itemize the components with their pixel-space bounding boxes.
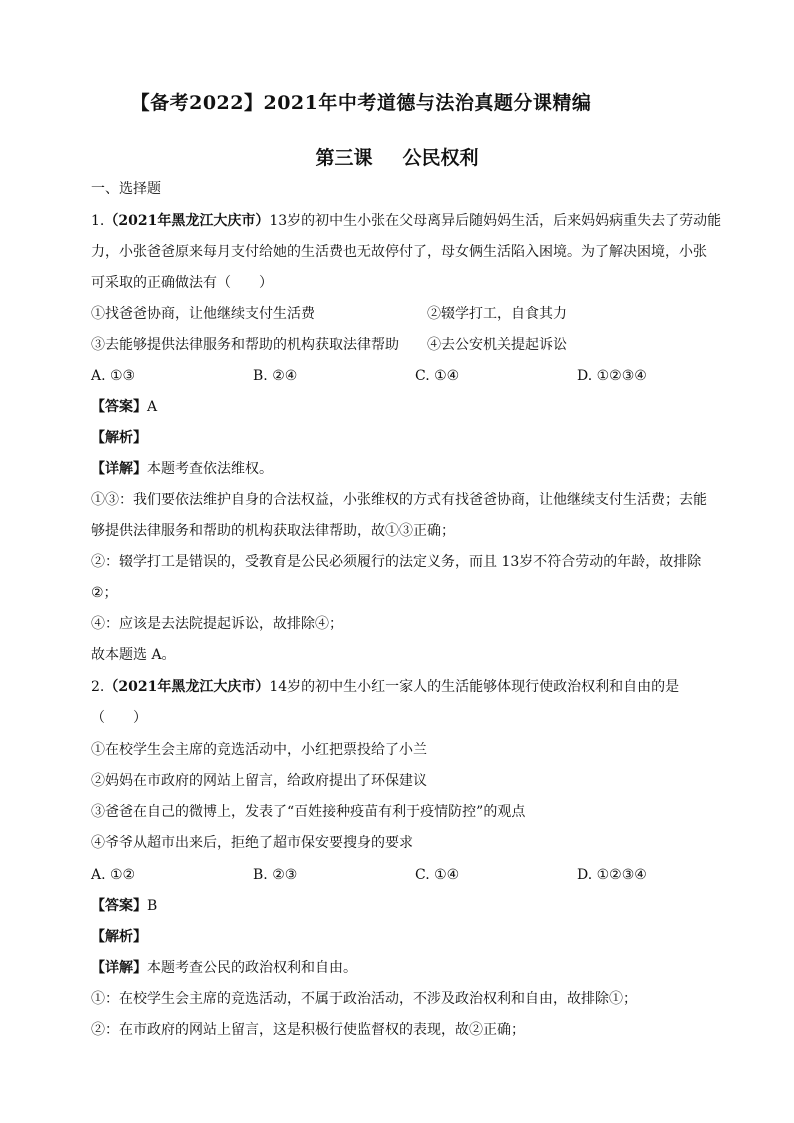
q2-statement-3: ③爸爸在自己的微博上，发表了“百姓接种疫苗有利于疫情防控”的观点 bbox=[91, 804, 526, 820]
document-title: 【备考2022】2021年中考道德与法治真题分课精编 bbox=[130, 92, 592, 114]
q1-stem-line2: 力，小张爸爸原来每月支付给她的生活费也无故停付了，母女俩生活陷入困境。为了解决困境，小张 bbox=[91, 244, 707, 260]
lesson-number: 第三课 bbox=[315, 147, 373, 169]
q2-options bbox=[91, 865, 714, 885]
q1-answer: 【答案】A bbox=[91, 399, 158, 415]
q2-stem-line2: （ ） bbox=[91, 710, 147, 726]
q2-answer: 【答案】B bbox=[91, 898, 158, 914]
q2-explain-1: ①：在校学生会主席的竞选活动，不属于政治活动，不涉及政治权利和自由，故排除①； bbox=[91, 991, 637, 1007]
q1-explain-1: ①③：我们要依法维护自身的合法权益，小张维权的方式有找爸爸协商，让他继续支付生活费；去能 bbox=[91, 492, 707, 508]
q1-explain-5: ④：应该是去法院提起诉讼，故排除④； bbox=[91, 616, 343, 632]
q1-explain-6: 故本题选 A。 bbox=[91, 647, 176, 663]
q1-options bbox=[91, 366, 714, 386]
section-heading: 一、选择题 bbox=[91, 181, 161, 197]
q1-statements-1: ①找爸爸协商，让他继续支付生活费 ②辍学打工，自食其力 bbox=[91, 306, 567, 322]
q1-option-b: B. ②④ bbox=[253, 368, 298, 384]
q2-statement-4: ④爷爷从超市出来后，拒绝了超市保安要搜身的要求 bbox=[91, 835, 413, 851]
q2-option-c: C. ①④ bbox=[415, 867, 460, 883]
q2-statement-1: ①在校学生会主席的竞选活动中，小红把票投给了小兰 bbox=[91, 742, 427, 758]
q1-option-a: A. ①③ bbox=[91, 368, 136, 384]
lesson-title: 公民权利 bbox=[402, 147, 479, 169]
q2-option-a: A. ①② bbox=[91, 867, 136, 883]
q1-statements-2: ③去能够提供法律服务和帮助的机构获取法律帮助 ④去公安机关提起诉讼 bbox=[91, 337, 567, 353]
q2-statement-2: ②妈妈在市政府的网站上留言，给政府提出了环保建议 bbox=[91, 773, 427, 789]
q1-stem-line3: 可采取的正确做法有（ ） bbox=[91, 275, 273, 291]
lesson-heading bbox=[0, 143, 794, 170]
q1-explain-4: ②； bbox=[91, 585, 118, 601]
q2-option-d: D. ①②③④ bbox=[577, 867, 647, 883]
q2-analysis-label: 【解析】 bbox=[91, 929, 147, 945]
q1-option-d: D. ①②③④ bbox=[577, 368, 647, 384]
q1-stem: 1.（2021年黑龙江大庆市）13岁的初中生小张在父母离异后随妈妈生活，后来妈妈病重失去了劳动能 bbox=[91, 213, 722, 229]
q2-detail: 【详解】本题考查公民的政治权利和自由。 bbox=[91, 960, 357, 976]
q1-explain-3: ②：辍学打工是错误的，受教育是公民必须履行的法定义务，而且 13岁不符合劳动的年龄，故排除 bbox=[91, 554, 702, 570]
q1-explain-2: 够提供法律服务和帮助的机构获取法律帮助，故①③正确； bbox=[91, 523, 455, 539]
q1-source: （2021年黑龙江大庆市） bbox=[104, 213, 270, 229]
q2-explain-2: ②：在市政府的网站上留言，这是积极行使监督权的表现，故②正确； bbox=[91, 1022, 525, 1038]
q2-option-b: B. ②③ bbox=[253, 867, 298, 883]
q1-analysis-label: 【解析】 bbox=[91, 430, 147, 446]
q2-source: （2021年黑龙江大庆市） bbox=[104, 679, 270, 695]
q2-stem: 2.（2021年黑龙江大庆市）14岁的初中生小红一家人的生活能够体现行使政治权利和自由的是 bbox=[91, 679, 680, 695]
q1-detail: 【详解】本题考查依法维权。 bbox=[91, 461, 273, 477]
q1-option-c: C. ①④ bbox=[415, 368, 460, 384]
